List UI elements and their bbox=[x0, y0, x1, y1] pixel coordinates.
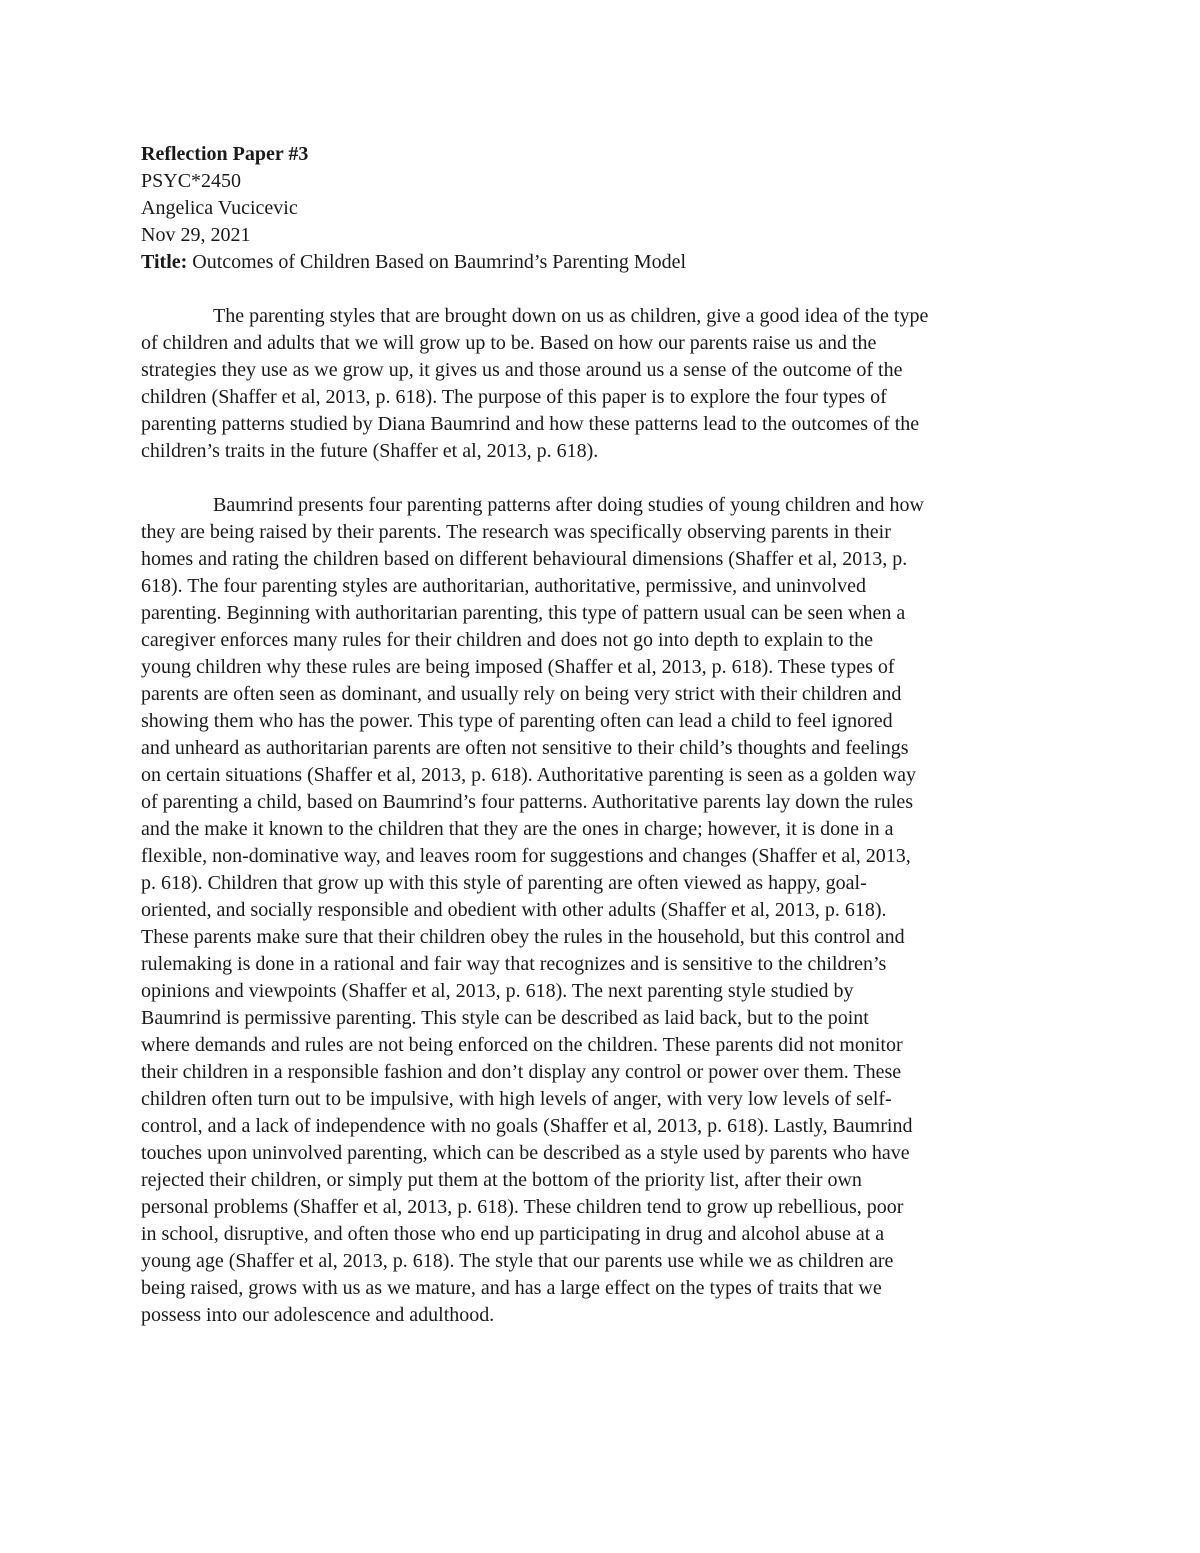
spacer bbox=[141, 465, 1059, 492]
paragraph-line: in school, disruptive, and often those who end up participating in drug and alcohol abuse at a bbox=[141, 1223, 885, 1245]
paragraph-line: The parenting styles that are brought down on us as children, give a good idea of the type bbox=[213, 305, 929, 327]
paragraph-line: and the make it known to the children that they are the ones in charge; however, it is done in a bbox=[141, 818, 894, 840]
paragraph-line: children (Shaffer et al, 2013, p. 618). The purpose of this paper is to explore the four types of bbox=[141, 386, 887, 408]
paragraph-line: children’s traits in the future (Shaffer et al, 2013, p. 618). bbox=[141, 440, 599, 462]
paragraph-line: homes and rating the children based on different behavioural dimensions (Shaffer et al, 2013, p. bbox=[141, 548, 908, 570]
paragraph-line: parenting patterns studied by Diana Baumrind and how these patterns lead to the outcomes of the bbox=[141, 413, 920, 435]
paragraph-line: opinions and viewpoints (Shaffer et al, 2013, p. 618). The next parenting style studied by bbox=[141, 980, 854, 1002]
paragraph-line: parenting. Beginning with authoritarian parenting, this type of pattern usual can be seen when a bbox=[141, 602, 906, 624]
paper-title: Reflection Paper #3 bbox=[141, 143, 309, 165]
author-name: Angelica Vucicevic bbox=[141, 197, 298, 219]
paragraph-line: children often turn out to be impulsive, with high levels of anger, with very low levels of self- bbox=[141, 1088, 892, 1110]
paragraph-line: 618). The four parenting styles are authoritarian, authoritative, permissive, and uninvolved bbox=[141, 575, 866, 597]
title-label: Title: bbox=[141, 251, 188, 273]
paragraph-line: flexible, non-dominative way, and leaves room for suggestions and changes (Shaffer et al, 2013, bbox=[141, 845, 911, 867]
paper-date: Nov 29, 2021 bbox=[141, 224, 251, 246]
paragraph-line: oriented, and socially responsible and obedient with other adults (Shaffer et al, 2013, p. 618). bbox=[141, 899, 887, 921]
paragraph-line: on certain situations (Shaffer et al, 2013, p. 618). Authoritative parenting is seen as a golden way bbox=[141, 764, 916, 786]
paragraph-line: they are being raised by their parents. The research was specifically observing parents in their bbox=[141, 521, 891, 543]
paragraph-line: showing them who has the power. This type of parenting often can lead a child to feel ignored bbox=[141, 710, 893, 732]
paragraph-line: being raised, grows with us as we mature, and has a large effect on the types of traits that we bbox=[141, 1277, 882, 1299]
paragraph-line: rejected their children, or simply put them at the bottom of the priority list, after their own bbox=[141, 1169, 862, 1191]
paragraph-line: of parenting a child, based on Baumrind’s four patterns. Authoritative parents lay down the rules bbox=[141, 791, 914, 813]
course-code: PSYC*2450 bbox=[141, 170, 242, 192]
paragraph-line: personal problems (Shaffer et al, 2013, p. 618). These children tend to grow up rebellious, poor bbox=[141, 1196, 904, 1218]
paragraph-line: parents are often seen as dominant, and usually rely on being very strict with their children and bbox=[141, 683, 902, 705]
paragraph-line: control, and a lack of independence with no goals (Shaffer et al, 2013, p. 618). Lastly, Baumrind bbox=[141, 1115, 913, 1137]
paragraph-line: of children and adults that we will grow up to be. Based on how our parents raise us and the bbox=[141, 332, 877, 354]
paragraph-body bbox=[141, 492, 1059, 1329]
paragraph-line: young children why these rules are being imposed (Shaffer et al, 2013, p. 618). These types of bbox=[141, 656, 895, 678]
paragraph-line: Baumrind presents four parenting patterns after doing studies of young children and how bbox=[213, 494, 924, 516]
paragraph-line: These parents make sure that their children obey the rules in the household, but this control and bbox=[141, 926, 905, 948]
spacer bbox=[141, 276, 1059, 303]
paragraph-line: possess into our adolescence and adulthood. bbox=[141, 1304, 495, 1326]
paragraph-line: and unheard as authoritarian parents are often not sensitive to their child’s thoughts and feelings bbox=[141, 737, 909, 759]
paragraph-line: rulemaking is done in a rational and fair way that recognizes and is sensitive to the children’s bbox=[141, 953, 887, 975]
title-row bbox=[141, 249, 1059, 276]
paragraph-line: where demands and rules are not being enforced on the children. These parents did not monitor bbox=[141, 1034, 903, 1056]
paragraph-line: p. 618). Children that grow up with this style of parenting are often viewed as happy, goal- bbox=[141, 872, 867, 894]
title-text: Outcomes of Children Based on Baumrind’s Parenting Model bbox=[192, 251, 687, 273]
paragraph-intro bbox=[141, 303, 1059, 465]
paragraph-line: touches upon uninvolved parenting, which can be described as a style used by parents who have bbox=[141, 1142, 910, 1164]
paragraph-line: strategies they use as we grow up, it gives us and those around us a sense of the outcome of the bbox=[141, 359, 903, 381]
document-page bbox=[141, 141, 1059, 1329]
paragraph-line: young age (Shaffer et al, 2013, p. 618). The style that our parents use while we as children are bbox=[141, 1250, 894, 1272]
paragraph-line: caregiver enforces many rules for their children and does not go into depth to explain to the bbox=[141, 629, 873, 651]
paragraph-line: their children in a responsible fashion and don’t display any control or power over them. These bbox=[141, 1061, 902, 1083]
paragraph-line: Baumrind is permissive parenting. This style can be described as laid back, but to the point bbox=[141, 1007, 869, 1029]
